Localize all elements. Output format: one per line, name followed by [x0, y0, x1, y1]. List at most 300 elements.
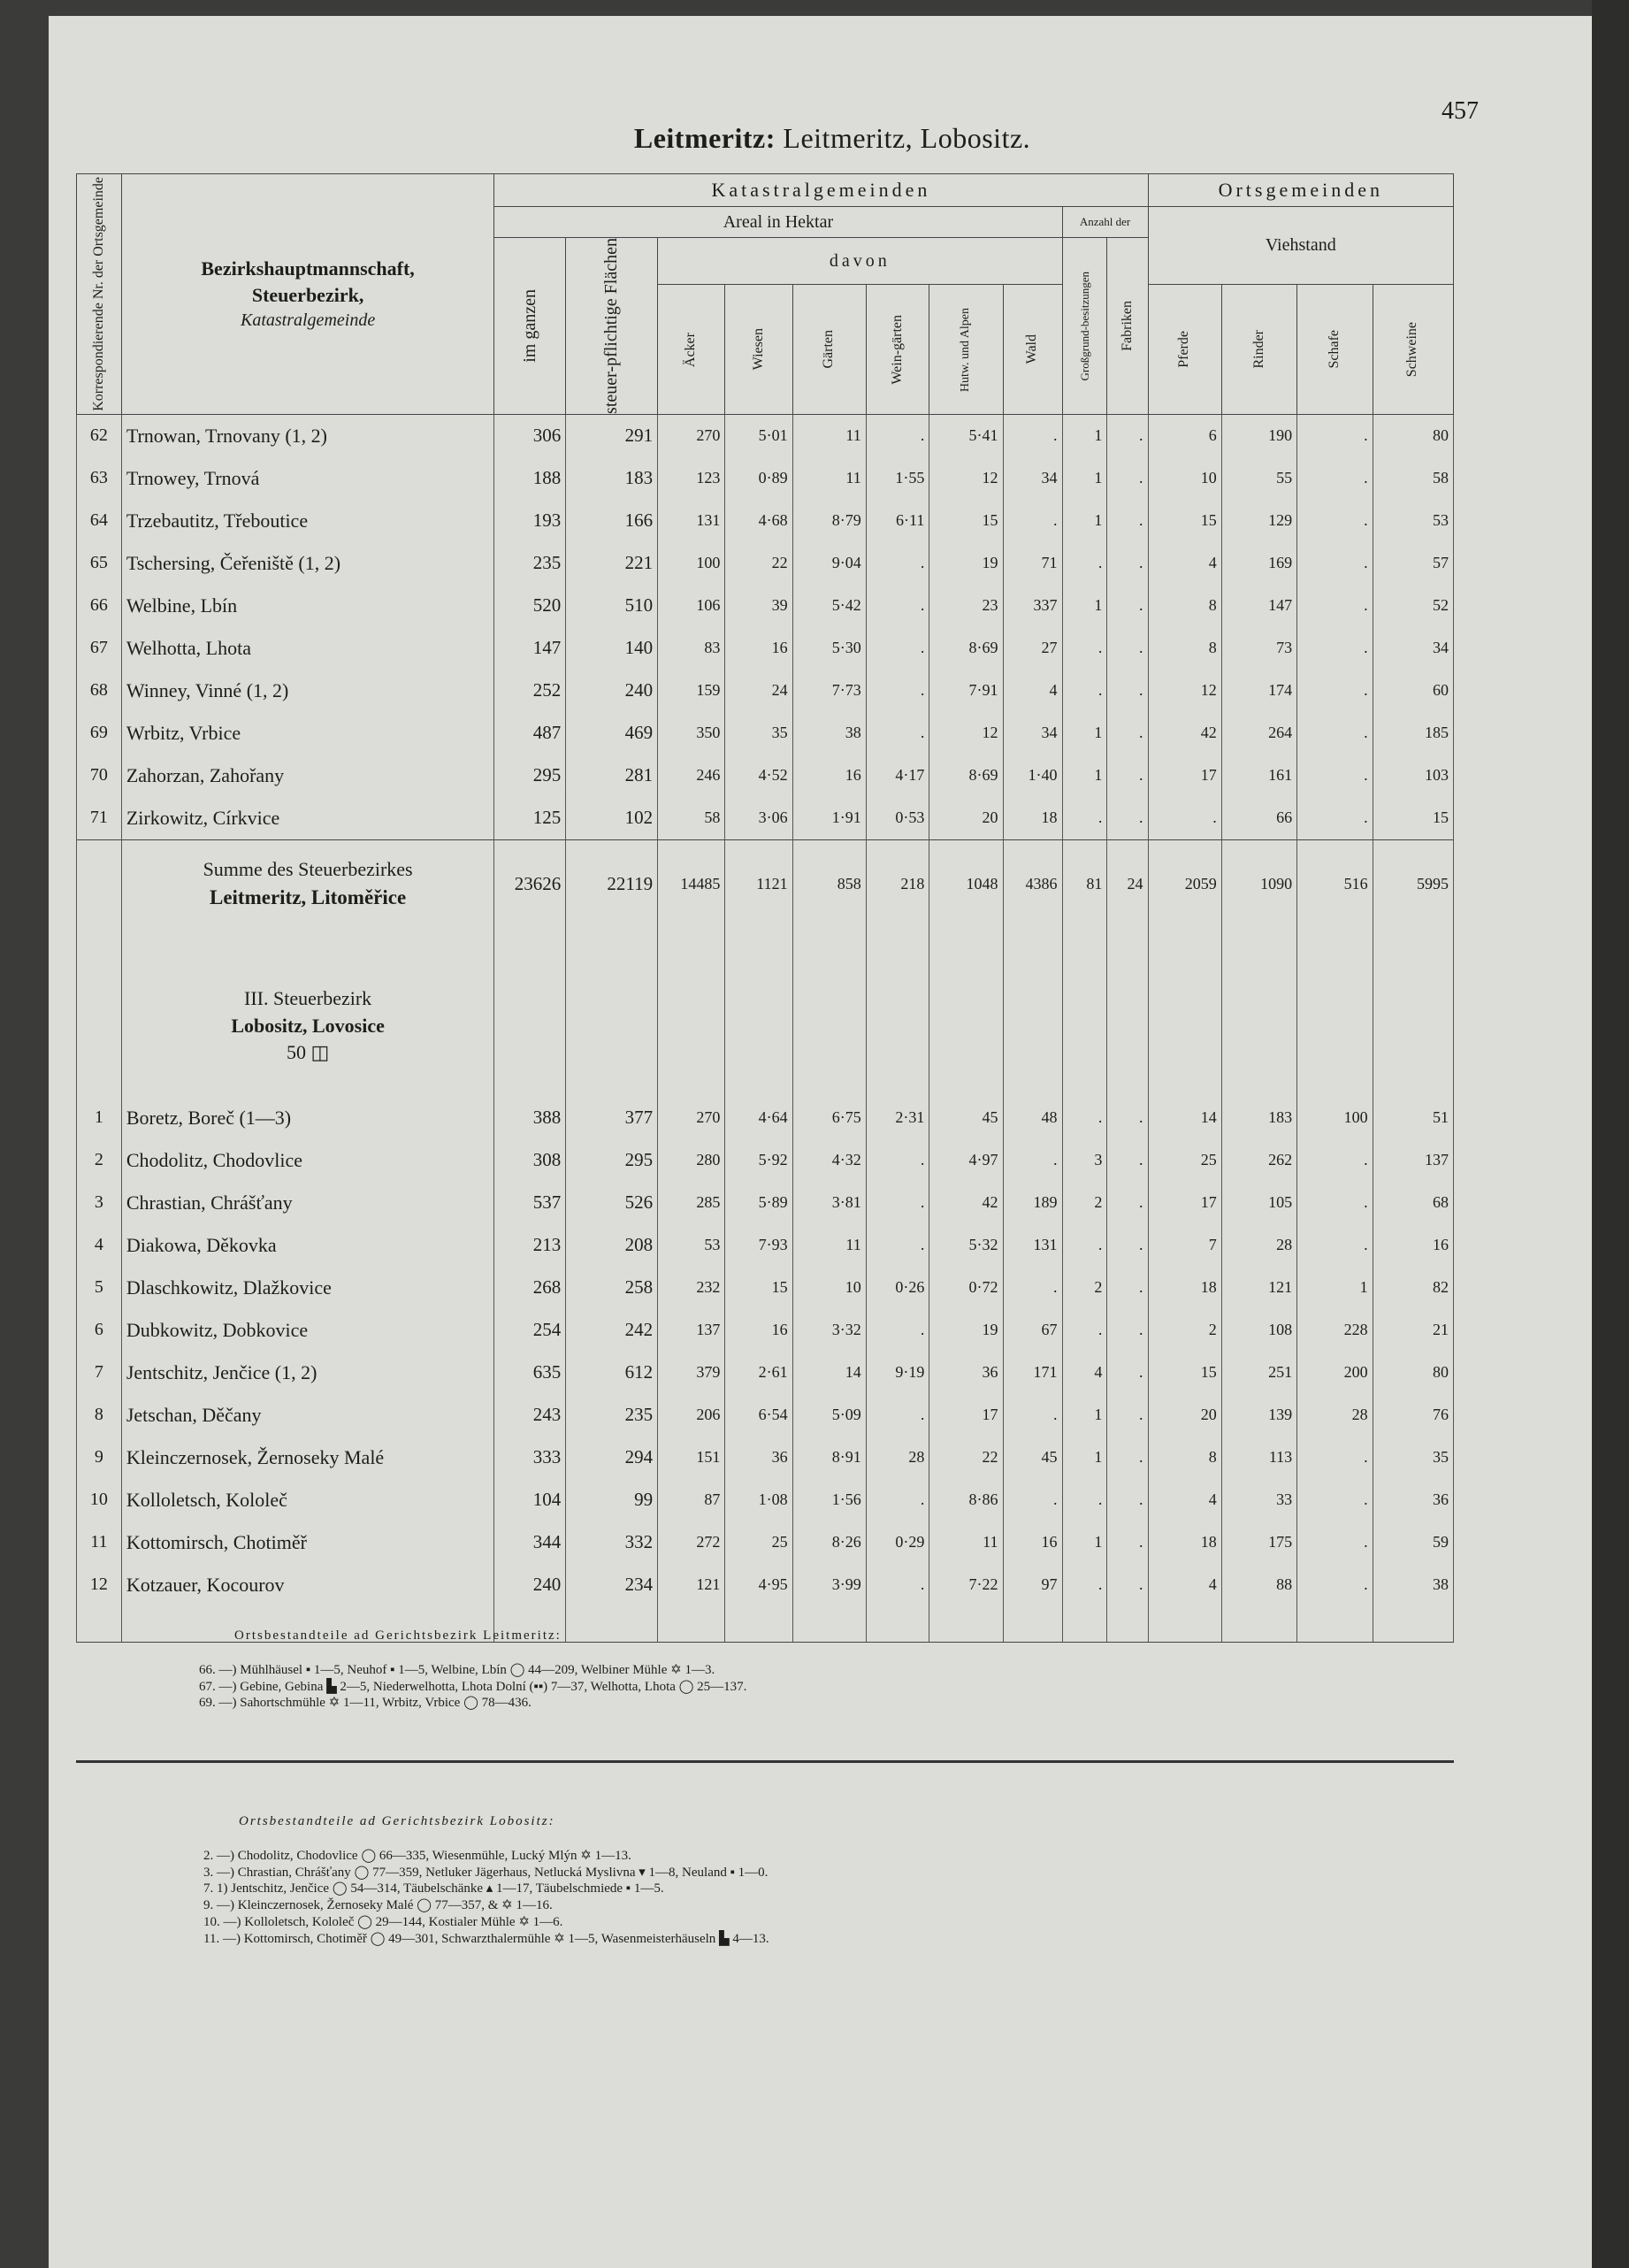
row-number: 8 [77, 1394, 122, 1437]
value-cell: 183 [1221, 1097, 1296, 1139]
value-cell: . [1062, 1564, 1107, 1606]
municipality-name: Tschersing, Čeřeniště (1, 2) [121, 542, 494, 585]
value-cell: 22 [725, 542, 792, 585]
value-cell: 6·54 [725, 1394, 792, 1437]
value-cell: . [1297, 712, 1373, 755]
value-cell: 17 [1148, 1182, 1221, 1224]
value-cell: 2·61 [725, 1352, 792, 1394]
municipality-name: Kottomirsch, Chotiměř [121, 1521, 494, 1564]
table-row [77, 1182, 1454, 1224]
value-cell: 5·92 [725, 1139, 792, 1182]
municipality-name: Diakowa, Děkovka [121, 1224, 494, 1267]
value-cell: 19 [929, 542, 1003, 585]
area-cell: 140 [566, 627, 658, 670]
value-cell: 0·26 [866, 1267, 929, 1309]
header-gaerten: Gärten [792, 285, 866, 415]
binding-edge [1592, 0, 1629, 2268]
row-number: 11 [77, 1521, 122, 1564]
table-row [77, 1267, 1454, 1309]
value-cell: 36 [929, 1352, 1003, 1394]
page-number: 457 [1442, 97, 1479, 125]
municipality-name: Zirkowitz, Církvice [121, 797, 494, 840]
value-cell: 105 [1221, 1182, 1296, 1224]
value-cell: 59 [1373, 1521, 1453, 1564]
value-cell: 185 [1373, 712, 1453, 755]
value-cell: . [866, 1564, 929, 1606]
value-cell: 45 [1003, 1437, 1062, 1479]
value-cell: . [1107, 542, 1148, 585]
area-cell: 125 [494, 797, 566, 840]
value-cell: . [866, 1394, 929, 1437]
area-cell: 243 [494, 1394, 566, 1437]
value-cell: 123 [658, 457, 725, 500]
area-cell: 268 [494, 1267, 566, 1309]
value-cell: 14 [792, 1352, 866, 1394]
area-cell: 520 [494, 585, 566, 627]
header-hutw: Hutw. und Alpen [929, 285, 1003, 415]
value-cell: 11 [792, 457, 866, 500]
value-cell: 82 [1373, 1267, 1453, 1309]
row-number: 1 [77, 1097, 122, 1139]
value-cell: 88 [1221, 1564, 1296, 1606]
value-cell: 4·68 [725, 500, 792, 542]
value-cell: . [1107, 1564, 1148, 1606]
value-cell: 159 [658, 670, 725, 712]
value-cell: 34 [1373, 627, 1453, 670]
value-cell: . [1297, 670, 1373, 712]
value-cell: 1 [1062, 755, 1107, 797]
area-cell: 242 [566, 1309, 658, 1352]
note-line: 7. 1) Jentschitz, Jenčice ◯ 54—314, Täubelschänke ▴ 1—17, Täubelschmiede ▪ 1—5. [203, 1881, 664, 1896]
value-cell: . [1297, 1521, 1373, 1564]
value-cell: 19 [929, 1309, 1003, 1352]
value-cell: 6·11 [866, 500, 929, 542]
value-cell: . [1107, 1479, 1148, 1521]
value-cell: 0·29 [866, 1521, 929, 1564]
table-row [77, 585, 1454, 627]
value-cell: . [866, 1479, 929, 1521]
value-cell: . [1107, 414, 1148, 457]
value-cell: . [1107, 1521, 1148, 1564]
value-cell: 228 [1297, 1309, 1373, 1352]
header-ortsgemeinden: Ortsgemeinden [1148, 174, 1453, 207]
area-cell: 281 [566, 755, 658, 797]
area-cell: 102 [566, 797, 658, 840]
value-cell: 8·86 [929, 1479, 1003, 1521]
row-number: 12 [77, 1564, 122, 1606]
value-cell: 131 [658, 500, 725, 542]
value-cell: . [1297, 414, 1373, 457]
area-cell: 526 [566, 1182, 658, 1224]
area-cell: 254 [494, 1309, 566, 1352]
value-cell: . [866, 670, 929, 712]
value-cell: 337 [1003, 585, 1062, 627]
value-cell: . [1107, 1437, 1148, 1479]
header-viehstand: Viehstand [1148, 207, 1453, 285]
value-cell: . [1297, 755, 1373, 797]
value-cell: 11 [792, 414, 866, 457]
value-cell: . [866, 1224, 929, 1267]
value-cell: 10 [1148, 457, 1221, 500]
value-cell: 38 [792, 712, 866, 755]
value-cell: . [1107, 1309, 1148, 1352]
area-cell: 193 [494, 500, 566, 542]
header-pferde: Pferde [1148, 285, 1221, 415]
value-cell: 34 [1003, 457, 1062, 500]
value-cell: 16 [1373, 1224, 1453, 1267]
table-row [77, 1097, 1454, 1139]
value-cell: 1·08 [725, 1479, 792, 1521]
value-cell: 7·91 [929, 670, 1003, 712]
value-cell: 53 [658, 1224, 725, 1267]
value-cell: 174 [1221, 670, 1296, 712]
value-cell: 100 [1297, 1097, 1373, 1139]
row-number: 9 [77, 1437, 122, 1479]
value-cell: . [1107, 712, 1148, 755]
note-line: 69. —) Sahortschmühle ✡ 1—11, Wrbitz, Vrbice ◯ 78—436. [199, 1696, 532, 1711]
municipality-name: Wrbitz, Vrbice [121, 712, 494, 755]
area-cell: 308 [494, 1139, 566, 1182]
value-cell: . [1003, 1267, 1062, 1309]
value-cell: 33 [1221, 1479, 1296, 1521]
area-cell: 240 [494, 1564, 566, 1606]
note-line: 3. —) Chrastian, Chrášťany ◯ 77—359, Netluker Jägerhaus, Netlucká Myslivna ▾ 1—8, Neuland ▪ 1—0. [203, 1865, 769, 1880]
value-cell: . [866, 542, 929, 585]
value-cell: 25 [1148, 1139, 1221, 1182]
header-fabriken: Fabriken [1107, 238, 1148, 415]
value-cell: 246 [658, 755, 725, 797]
area-cell: 147 [494, 627, 566, 670]
value-cell: 4·17 [866, 755, 929, 797]
value-cell: 113 [1221, 1437, 1296, 1479]
value-cell: 0·53 [866, 797, 929, 840]
table-row [77, 457, 1454, 500]
value-cell: 189 [1003, 1182, 1062, 1224]
value-cell: 285 [658, 1182, 725, 1224]
value-cell: . [1297, 585, 1373, 627]
value-cell: 137 [1373, 1139, 1453, 1182]
note-line: 2. —) Chodolitz, Chodovlice ◯ 66—335, Wiesenmühle, Lucký Mlýn ✡ 1—13. [203, 1848, 631, 1863]
value-cell: 20 [929, 797, 1003, 840]
area-cell: 487 [494, 712, 566, 755]
row-number: 5 [77, 1267, 122, 1309]
section-heading-row [77, 929, 1454, 1097]
value-cell: 4·97 [929, 1139, 1003, 1182]
value-cell: . [866, 585, 929, 627]
header-acker: Äcker [658, 285, 725, 415]
value-cell: 35 [1373, 1437, 1453, 1479]
summary-row: Summe des Steuerbezirkes Leitmeritz, Litoměřice 23626 22119 14485 1121 858 218 1048 4386 81 24 2059 1090 516 5995 [77, 839, 1454, 929]
value-cell: . [1107, 500, 1148, 542]
value-cell: 42 [929, 1182, 1003, 1224]
value-cell: 83 [658, 627, 725, 670]
value-cell: 5·41 [929, 414, 1003, 457]
value-cell: 121 [1221, 1267, 1296, 1309]
value-cell: 55 [1221, 457, 1296, 500]
note-line: 67. —) Gebine, Gebina ▙ 2—5, Niederwelhotta, Lhota Dolní (▪▪) 7—37, Welhotta, Lhota ◯ 25—137. [199, 1679, 747, 1694]
header-davon: davon [658, 238, 1062, 285]
value-cell: . [1062, 1479, 1107, 1521]
value-cell: 97 [1003, 1564, 1062, 1606]
value-cell: 3·99 [792, 1564, 866, 1606]
value-cell: . [1062, 1097, 1107, 1139]
note-line: 66. —) Mühlhäusel ▪ 1—5, Neuhof ▪ 1—5, Welbine, Lbín ◯ 44—209, Welbiner Mühle ✡ 1—3. [199, 1662, 715, 1677]
value-cell: . [866, 627, 929, 670]
value-cell: 71 [1003, 542, 1062, 585]
value-cell: 4·95 [725, 1564, 792, 1606]
row-number: 7 [77, 1352, 122, 1394]
table-row [77, 712, 1454, 755]
municipality-name: Zahorzan, Zahořany [121, 755, 494, 797]
value-cell: 8 [1148, 585, 1221, 627]
value-cell: . [1062, 542, 1107, 585]
title-rest: Leitmeritz, Lobositz. [775, 122, 1031, 154]
area-cell: 99 [566, 1479, 658, 1521]
value-cell: . [1107, 670, 1148, 712]
value-cell: . [866, 1182, 929, 1224]
value-cell: 3 [1062, 1139, 1107, 1182]
value-cell: 8 [1148, 1437, 1221, 1479]
value-cell: 106 [658, 585, 725, 627]
value-cell: 42 [1148, 712, 1221, 755]
row-number: 63 [77, 457, 122, 500]
row-number: 70 [77, 755, 122, 797]
value-cell: 2 [1062, 1182, 1107, 1224]
note-line: 9. —) Kleinczernosek, Žernoseky Malé ◯ 77—357, & ✡ 1—16. [203, 1898, 553, 1912]
municipality-name: Boretz, Boreč (1—3) [121, 1097, 494, 1139]
value-cell: 379 [658, 1352, 725, 1394]
table-row [77, 542, 1454, 585]
area-cell: 183 [566, 457, 658, 500]
value-cell: 5·01 [725, 414, 792, 457]
value-cell: 36 [725, 1437, 792, 1479]
value-cell: 73 [1221, 627, 1296, 670]
value-cell: 1 [1062, 500, 1107, 542]
header-steuer: steuer-pflichtige Flächen [566, 238, 658, 415]
statistics-table [76, 173, 1454, 1643]
header-rinder: Rinder [1221, 285, 1296, 415]
area-cell: 510 [566, 585, 658, 627]
header-katastral: Katastralgemeinden [494, 174, 1148, 207]
value-cell: 48 [1003, 1097, 1062, 1139]
area-cell: 306 [494, 414, 566, 457]
value-cell: 3·81 [792, 1182, 866, 1224]
row-number: 2 [77, 1139, 122, 1182]
notes-leitmeritz: Ortsbestandteile ad Gerichtsbezirk Leitmeritz: 66. —) Mühlhäusel ▪ 1—5, Neuhof ▪ 1—5, Welbine, Lbín ◯ 44—209, Welbiner Mühle ✡ 1—3. 67. —) Gebine, Gebina ▙ 2—5, Niederwelhotta, Lhota Dolní (▪▪) 7—37, Welhotta, Lhota ◯ 25—137. 69. —) Sahortschmühle ✡ 1—11, Wrbitz, Vrbice ◯ 78—436. [199, 1628, 1349, 1712]
municipality-name: Trnowey, Trnová [121, 457, 494, 500]
value-cell: . [1003, 1394, 1062, 1437]
municipality-name: Jentschitz, Jenčice (1, 2) [121, 1352, 494, 1394]
value-cell: . [866, 712, 929, 755]
value-cell: 5·32 [929, 1224, 1003, 1267]
value-cell: 9·04 [792, 542, 866, 585]
value-cell: . [1062, 797, 1107, 840]
value-cell: 68 [1373, 1182, 1453, 1224]
value-cell: 129 [1221, 500, 1296, 542]
value-cell: 280 [658, 1139, 725, 1182]
value-cell: 4·64 [725, 1097, 792, 1139]
value-cell: . [1297, 1437, 1373, 1479]
value-cell: 18 [1003, 797, 1062, 840]
value-cell: 15 [1373, 797, 1453, 840]
table-row [77, 1479, 1454, 1521]
value-cell: 67 [1003, 1309, 1062, 1352]
value-cell: 39 [725, 585, 792, 627]
value-cell: 1 [1062, 1437, 1107, 1479]
value-cell: 8·26 [792, 1521, 866, 1564]
area-cell: 235 [566, 1394, 658, 1437]
area-cell: 635 [494, 1352, 566, 1394]
value-cell: 4 [1062, 1352, 1107, 1394]
value-cell: 15 [725, 1267, 792, 1309]
value-cell: 52 [1373, 585, 1453, 627]
value-cell: 17 [929, 1394, 1003, 1437]
table-row [77, 627, 1454, 670]
value-cell: . [1297, 627, 1373, 670]
value-cell: 7·73 [792, 670, 866, 712]
table-row [77, 1139, 1454, 1182]
value-cell: . [1297, 542, 1373, 585]
value-cell: 27 [1003, 627, 1062, 670]
value-cell: 4·32 [792, 1139, 866, 1182]
value-cell: 103 [1373, 755, 1453, 797]
value-cell: 87 [658, 1479, 725, 1521]
municipality-name: Welhotta, Lhota [121, 627, 494, 670]
header-wald: Wald [1003, 285, 1062, 415]
value-cell: 251 [1221, 1352, 1296, 1394]
value-cell: 8·69 [929, 755, 1003, 797]
value-cell: 12 [929, 457, 1003, 500]
value-cell: 262 [1221, 1139, 1296, 1182]
area-cell: 332 [566, 1521, 658, 1564]
value-cell: 2 [1062, 1267, 1107, 1309]
value-cell: 16 [725, 1309, 792, 1352]
municipality-name: Trnowan, Trnovany (1, 2) [121, 414, 494, 457]
value-cell: . [1107, 1267, 1148, 1309]
value-cell: 17 [1148, 755, 1221, 797]
row-number: 4 [77, 1224, 122, 1267]
value-cell: . [1297, 457, 1373, 500]
note-line: 11. —) Kottomirsch, Chotiměř ◯ 49—301, Schwarzthalermühle ✡ 1—5, Wasenmeisterhäuseln ▙ 4—13. [203, 1931, 769, 1946]
row-number: 65 [77, 542, 122, 585]
value-cell: . [1297, 1224, 1373, 1267]
value-cell: 175 [1221, 1521, 1296, 1564]
header-areal: Areal in Hektar [494, 207, 1062, 238]
value-cell: . [1107, 627, 1148, 670]
value-cell: 16 [792, 755, 866, 797]
value-cell: 18 [1148, 1521, 1221, 1564]
value-cell: 0·72 [929, 1267, 1003, 1309]
municipality-name: Trzebautitz, Třeboutice [121, 500, 494, 542]
area-cell: 344 [494, 1521, 566, 1564]
value-cell: . [1107, 1182, 1148, 1224]
value-cell: 270 [658, 1097, 725, 1139]
row-number: 68 [77, 670, 122, 712]
value-cell: 171 [1003, 1352, 1062, 1394]
value-cell: . [1297, 500, 1373, 542]
value-cell: 10 [792, 1267, 866, 1309]
value-cell: . [1107, 1224, 1148, 1267]
note-line: 10. —) Kolloletsch, Kololeč ◯ 29—144, Kostialer Mühle ✡ 1—6. [203, 1914, 563, 1929]
value-cell: . [1062, 627, 1107, 670]
value-cell: . [1107, 797, 1148, 840]
area-cell: 166 [566, 500, 658, 542]
value-cell: 272 [658, 1521, 725, 1564]
area-cell: 469 [566, 712, 658, 755]
page-title [49, 122, 1616, 155]
value-cell: 25 [725, 1521, 792, 1564]
value-cell: . [1003, 414, 1062, 457]
area-cell: 294 [566, 1437, 658, 1479]
table-row [77, 500, 1454, 542]
value-cell: . [1297, 797, 1373, 840]
value-cell: 5·89 [725, 1182, 792, 1224]
value-cell: 8·79 [792, 500, 866, 542]
value-cell: 12 [1148, 670, 1221, 712]
value-cell: 15 [929, 500, 1003, 542]
value-cell: 15 [1148, 500, 1221, 542]
value-cell: . [1107, 1097, 1148, 1139]
value-cell: . [1107, 1352, 1148, 1394]
table-row [77, 1437, 1454, 1479]
value-cell: . [1107, 1139, 1148, 1182]
area-cell: 291 [566, 414, 658, 457]
value-cell: 76 [1373, 1394, 1453, 1437]
value-cell: 15 [1148, 1352, 1221, 1394]
value-cell: 34 [1003, 712, 1062, 755]
value-cell: 8·69 [929, 627, 1003, 670]
value-cell: 1 [1062, 457, 1107, 500]
area-cell: 388 [494, 1097, 566, 1139]
area-cell: 612 [566, 1352, 658, 1394]
municipality-name: Jetschan, Děčany [121, 1394, 494, 1437]
value-cell: 57 [1373, 542, 1453, 585]
area-cell: 213 [494, 1224, 566, 1267]
value-cell: 1 [1062, 585, 1107, 627]
value-cell: 121 [658, 1564, 725, 1606]
table-row [77, 1394, 1454, 1437]
value-cell: 200 [1297, 1352, 1373, 1394]
value-cell: 1 [1062, 1394, 1107, 1437]
value-cell: . [1107, 1394, 1148, 1437]
title-bold: Leitmeritz: [633, 122, 776, 154]
value-cell: 3·06 [725, 797, 792, 840]
municipality-name: Kolloletsch, Kololeč [121, 1479, 494, 1521]
value-cell: 8 [1148, 627, 1221, 670]
table-row [77, 670, 1454, 712]
area-cell: 221 [566, 542, 658, 585]
value-cell: 7·93 [725, 1224, 792, 1267]
value-cell: 7 [1148, 1224, 1221, 1267]
value-cell: . [1062, 1309, 1107, 1352]
value-cell: 131 [1003, 1224, 1062, 1267]
value-cell: 1·56 [792, 1479, 866, 1521]
value-cell: 80 [1373, 414, 1453, 457]
area-cell: 295 [494, 755, 566, 797]
row-number: 62 [77, 414, 122, 457]
municipality-name: Chodolitz, Chodovlice [121, 1139, 494, 1182]
value-cell: 36 [1373, 1479, 1453, 1521]
summary-label: Summe des Steuerbezirkes Leitmeritz, Litoměřice [121, 839, 494, 929]
header-nr: Korrespondierende Nr. der Ortsgemeinde [77, 174, 122, 415]
municipality-name: Kotzauer, Kocourov [121, 1564, 494, 1606]
divider [76, 1760, 1454, 1763]
value-cell: 28 [866, 1437, 929, 1479]
row-number: 71 [77, 797, 122, 840]
value-cell: 1·40 [1003, 755, 1062, 797]
value-cell: . [1062, 1224, 1107, 1267]
municipality-name: Dlaschkowitz, Dlažkovice [121, 1267, 494, 1309]
